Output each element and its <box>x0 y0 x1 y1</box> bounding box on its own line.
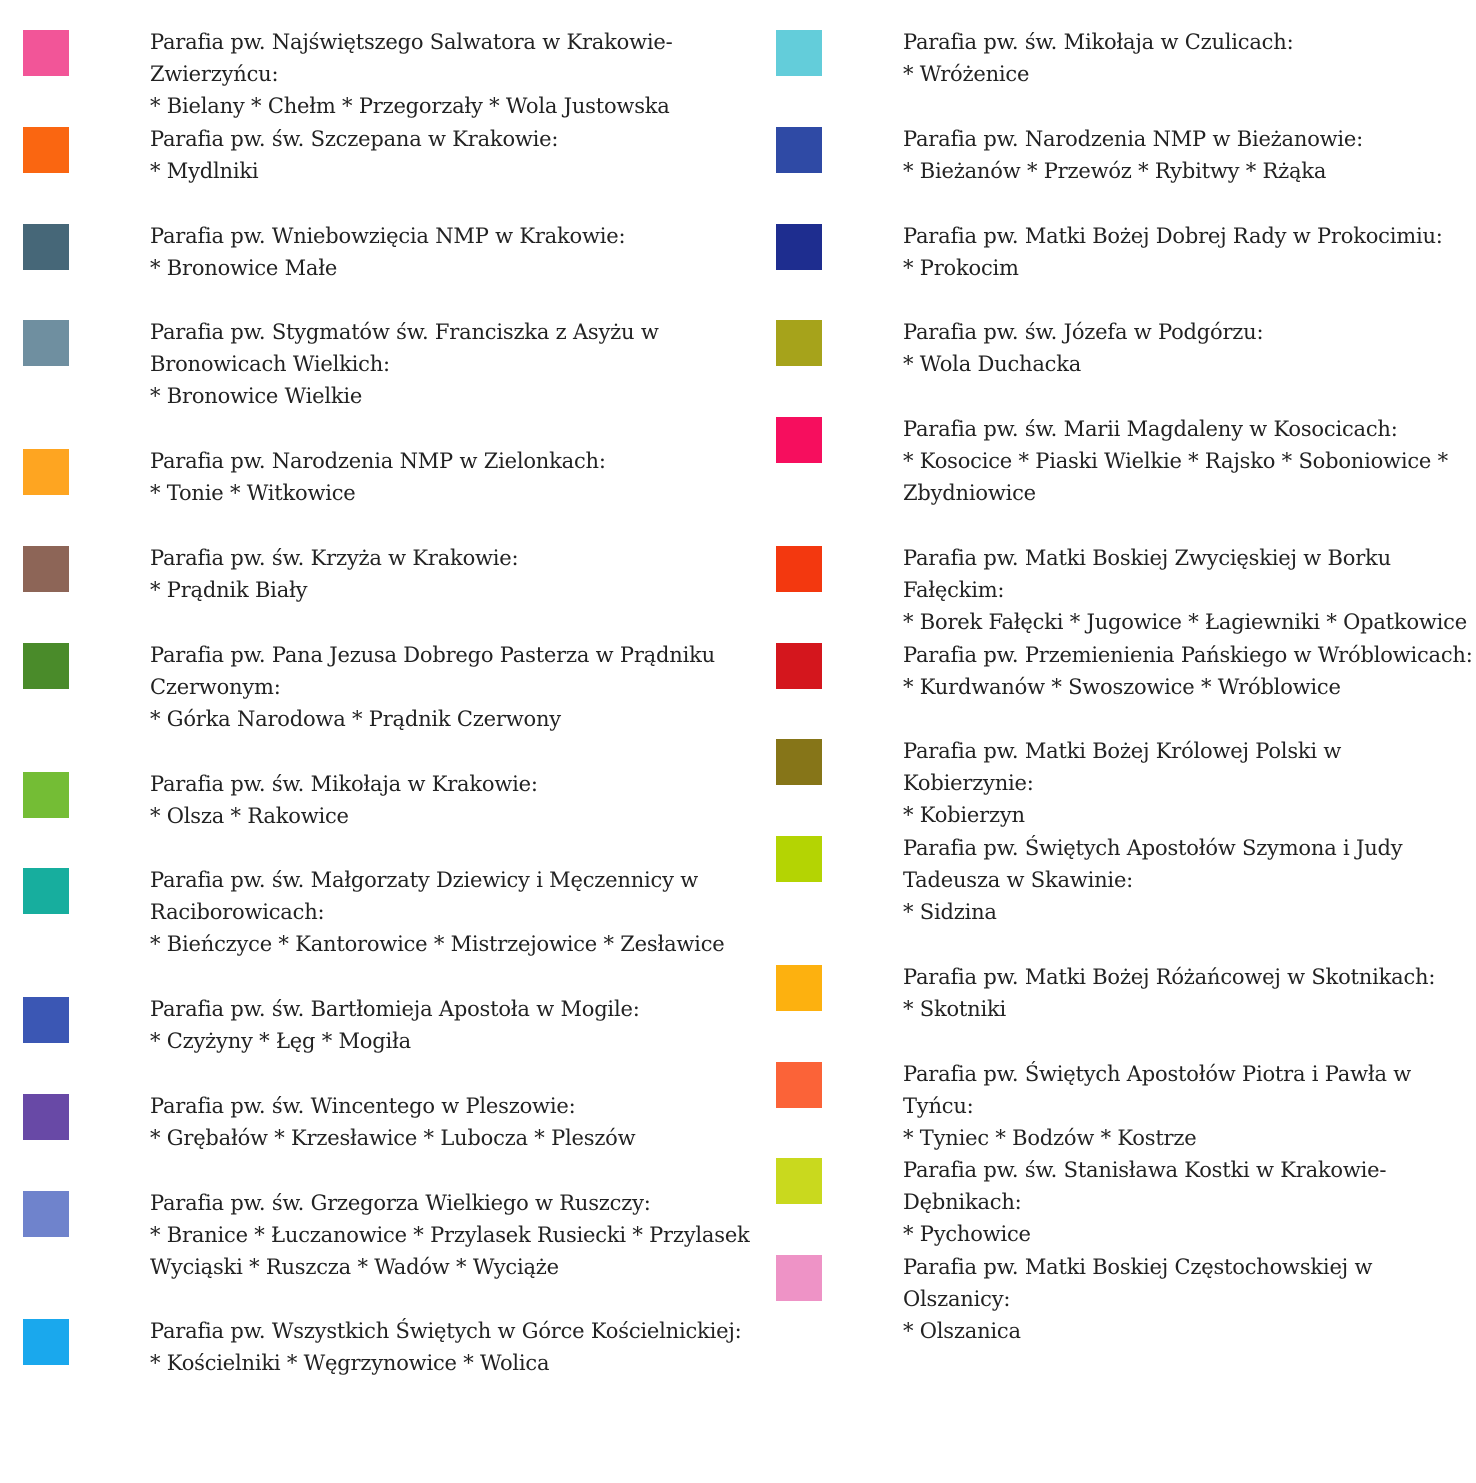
parish-name: Parafia pw. św. Józefa w Podgórzu: <box>903 320 1264 344</box>
parish-name: Parafia pw. św. Szczepana w Krakowie: <box>150 127 559 151</box>
village-list: * Branice * Łuczanowice * Przylasek Rusiecki * Przylasek Wyciąski * Ruszcza * Wadów * Wyciąże <box>150 1223 750 1279</box>
village-list: * Borek Fałęcki * Jugowice * Łagiewniki * Opatkowice <box>903 610 1467 634</box>
village-list: * Bieńczyce * Kantorowice * Mistrzejowice * Zesławice <box>150 932 725 956</box>
village-list: * Wróżenice <box>903 62 1030 86</box>
village-list: * Kościelniki * Węgrzynowice * Wolica <box>150 1351 550 1375</box>
legend-text <box>903 961 1473 1025</box>
parish-name: Parafia pw. św. Marii Magdaleny w Kosocicach: <box>903 417 1398 441</box>
color-swatch <box>776 1255 822 1301</box>
color-swatch <box>23 643 69 689</box>
color-swatch <box>776 1062 822 1108</box>
parish-name: Parafia pw. Najświętszego Salwatora w Krakowie-Zwierzyńcu: <box>150 30 673 86</box>
village-list: * Bieżanów * Przewóz * Rybitwy * Rżąka <box>903 159 1327 183</box>
parish-name: Parafia pw. św. Grzegorza Wielkiego w Ruszczy: <box>150 1191 651 1215</box>
color-swatch <box>23 449 69 495</box>
legend-text <box>150 542 750 606</box>
village-list: * Bronowice Wielkie <box>150 384 363 408</box>
parish-name: Parafia pw. św. Wincentego w Pleszowie: <box>150 1094 576 1118</box>
parish-name: Parafia pw. Pana Jezusa Dobrego Pasterza w Prądniku Czerwonym: <box>150 643 715 699</box>
legend-text <box>903 1058 1473 1154</box>
color-swatch <box>776 127 822 173</box>
color-swatch <box>23 546 69 592</box>
legend-text <box>150 993 750 1057</box>
legend-text <box>150 1315 750 1379</box>
village-list: * Prokocim <box>903 256 1019 280</box>
parish-name: Parafia pw. Matki Bożej Dobrej Rady w Prokocimiu: <box>903 224 1443 248</box>
legend-text <box>150 26 750 122</box>
legend-text <box>903 832 1473 928</box>
village-list: * Górka Narodowa * Prądnik Czerwony <box>150 707 561 731</box>
parish-name: Parafia pw. św. Stanisława Kostki w Krakowie-Dębnikach: <box>903 1158 1387 1214</box>
village-list: * Prądnik Biały <box>150 578 308 602</box>
village-list: * Bielany * Chełm * Przegorzały * Wola Justowska <box>150 94 670 118</box>
legend-text <box>903 26 1473 90</box>
color-swatch <box>23 1191 69 1237</box>
legend-text <box>903 735 1473 831</box>
color-swatch <box>776 320 822 366</box>
color-swatch <box>23 1094 69 1140</box>
parish-name: Parafia pw. Matki Bożej Królowej Polski w Kobierzynie: <box>903 739 1342 795</box>
village-list: * Wola Duchacka <box>903 352 1082 376</box>
color-swatch <box>23 772 69 818</box>
village-list: * Mydlniki <box>150 159 259 183</box>
parish-name: Parafia pw. Przemienienia Pańskiego w Wróblowicach: <box>903 643 1473 667</box>
parish-name: Parafia pw. św. Małgorzaty Dziewicy i Męczennicy w Raciborowicach: <box>150 868 699 924</box>
parish-name: Parafia pw. Świętych Apostołów Piotra i Pawła w Tyńcu: <box>903 1062 1412 1118</box>
legend-text <box>903 316 1473 380</box>
parish-name: Parafia pw. Matki Boskiej Częstochowskiej w Olszanicy: <box>903 1255 1373 1311</box>
color-swatch <box>23 320 69 366</box>
village-list: * Kosocice * Piaski Wielkie * Rajsko * Soboniowice * Zbydniowice <box>903 449 1448 505</box>
color-swatch <box>23 224 69 270</box>
village-list: * Skotniki <box>903 997 1007 1021</box>
legend-text <box>150 220 750 284</box>
parish-name: Parafia pw. Matki Boskiej Zwycięskiej w Borku Fałęckim: <box>903 546 1391 602</box>
village-list: * Tonie * Witkowice <box>150 481 356 505</box>
legend-text <box>903 220 1473 284</box>
color-swatch <box>776 30 822 76</box>
parish-name: Parafia pw. Wniebowzięcia NMP w Krakowie: <box>150 224 626 248</box>
color-swatch <box>23 868 69 914</box>
legend-text <box>150 123 750 187</box>
legend-text <box>150 864 750 960</box>
legend-text <box>903 123 1473 187</box>
village-list: * Kurdwanów * Swoszowice * Wróblowice <box>903 675 1341 699</box>
color-swatch <box>23 1319 69 1365</box>
village-list: * Olsza * Rakowice <box>150 804 349 828</box>
parish-name: Parafia pw. św. Bartłomieja Apostoła w Mogile: <box>150 997 640 1021</box>
parish-name: Parafia pw. św. Mikołaja w Czulicach: <box>903 30 1294 54</box>
color-swatch <box>776 965 822 1011</box>
legend-text <box>150 1187 750 1283</box>
legend-text <box>903 1251 1473 1347</box>
village-list: * Bronowice Małe <box>150 256 338 280</box>
legend-text <box>150 316 750 412</box>
color-swatch <box>776 1158 822 1204</box>
village-list: * Olszanica <box>903 1319 1021 1343</box>
color-swatch <box>776 417 822 463</box>
legend-text <box>903 1154 1473 1250</box>
color-swatch <box>776 836 822 882</box>
village-list: * Pychowice <box>903 1222 1031 1246</box>
legend-text <box>903 639 1473 703</box>
parish-name: Parafia pw. Matki Bożej Różańcowej w Skotnikach: <box>903 965 1436 989</box>
legend-text <box>903 542 1473 638</box>
parish-name: Parafia pw. Stygmatów św. Franciszka z Asyżu w Bronowicach Wielkich: <box>150 320 659 376</box>
parish-name: Parafia pw. Narodzenia NMP w Bieżanowie: <box>903 127 1364 151</box>
village-list: * Czyżyny * Łęg * Mogiła <box>150 1029 411 1053</box>
color-swatch <box>23 997 69 1043</box>
color-swatch <box>23 30 69 76</box>
village-list: * Grębałów * Krzesławice * Lubocza * Pleszów <box>150 1126 636 1150</box>
legend-text <box>150 1090 750 1154</box>
legend-text <box>150 639 750 735</box>
village-list: * Tyniec * Bodzów * Kostrze <box>903 1126 1197 1150</box>
parish-name: Parafia pw. św. Mikołaja w Krakowie: <box>150 772 538 796</box>
parish-name: Parafia pw. Narodzenia NMP w Zielonkach: <box>150 449 606 473</box>
legend-text <box>150 445 750 509</box>
color-swatch <box>776 224 822 270</box>
legend-text <box>903 413 1473 509</box>
legend-text <box>150 768 750 832</box>
color-swatch <box>23 127 69 173</box>
parish-name: Parafia pw. Świętych Apostołów Szymona i Judy Tadeusza w Skawinie: <box>903 836 1403 892</box>
color-swatch <box>776 546 822 592</box>
village-list: * Sidzina <box>903 900 997 924</box>
parish-name: Parafia pw. św. Krzyża w Krakowie: <box>150 546 519 570</box>
parish-name: Parafia pw. Wszystkich Świętych w Górce Kościelnickiej: <box>150 1319 742 1343</box>
color-swatch <box>776 643 822 689</box>
color-swatch <box>776 739 822 785</box>
village-list: * Kobierzyn <box>903 803 1025 827</box>
